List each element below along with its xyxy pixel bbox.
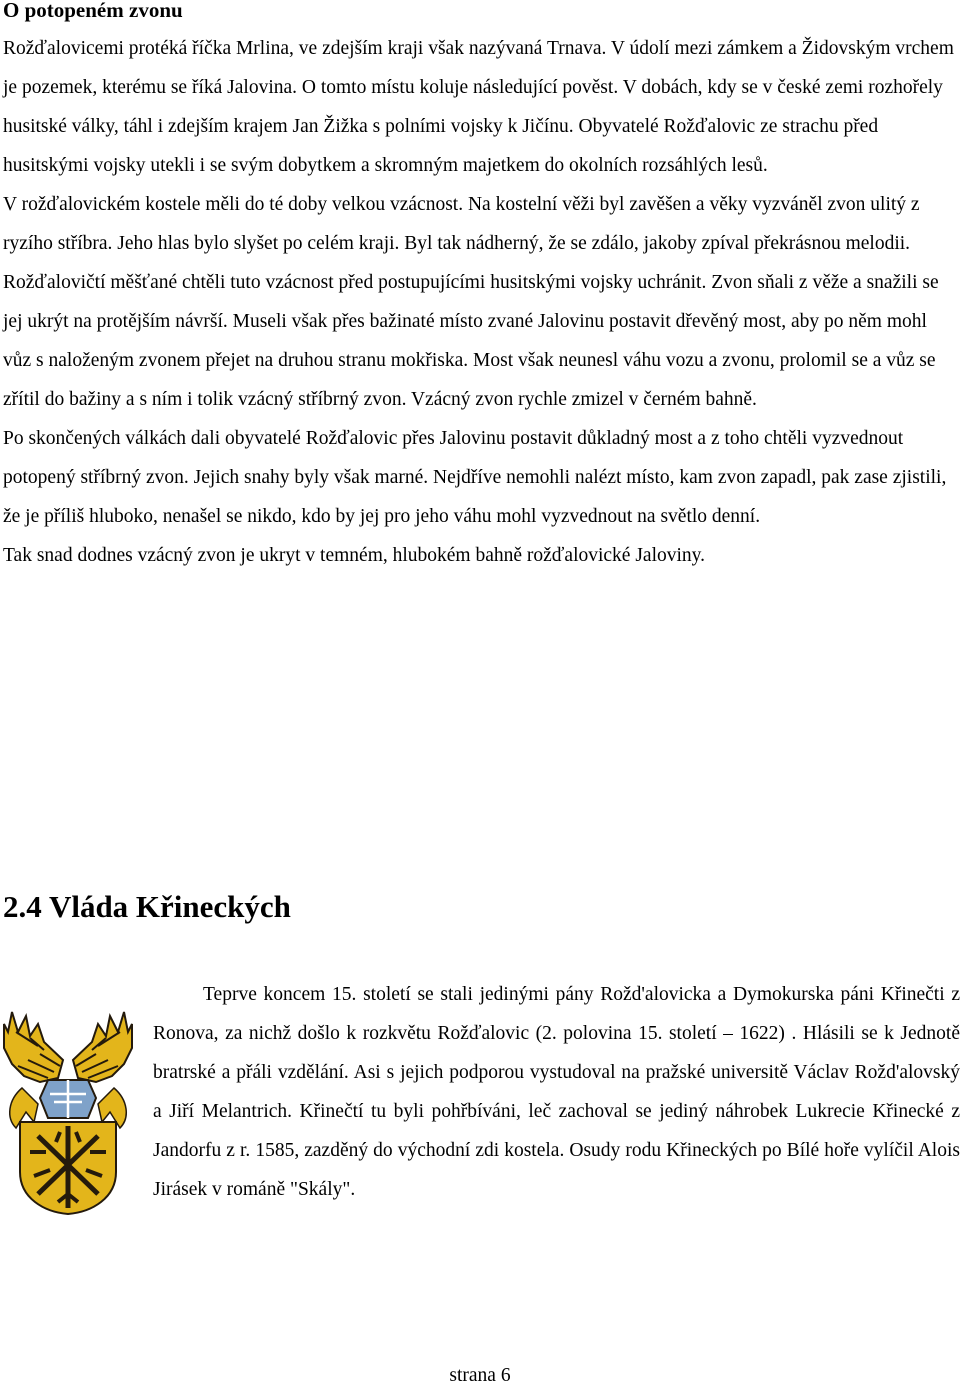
coat-of-arms-icon: [0, 1002, 136, 1216]
story-paragraph: Rožďalovicemi protéká říčka Mrlina, ve zdejším kraji však nazývaná Trnava. V údolí mezi zámkem a Židovským vrchem je pozemek, kterému se říká Jalovina. O tomto místu koluje následující pověst. V dobách, kdy se v české zemi rozhořely husitské války, táhl i zdejším krajem Jan Žižka s polními vojsky k Jičínu. Obyvatelé Rožďalovic ze strachu před husitskými vojsky utekli i se svým dobytkem a skromným majetkem do okolních rozsáhlých lesů.: [3, 38, 954, 176]
section-paragraph: Teprve koncem 15. století se stali jedinými pány Rožd'alovicka a Dymokurska páni Křinečti z Ronova, za nichž došlo k rozkvětu Rožďalovic (2. polovina 15. století – 1622) . Hlásili se k Jednotě bratrské a přáli vzdělání. Asi s jejich podporou vystudoval na pražské universitě Václav Rožd'alovský a Jiří Melantrich. Křinečtí tu byli pohřbíváni, leč zachoval se jediný náhrobek Lukrecie Křinecké z Jandorfu z r. 1585, zazděný do východní zdi kostela. Osudy rodu Křineckých po Bílé hoře vylíčil Alois Jirásek v románě "Skály".: [153, 984, 960, 1200]
story-paragraph: Tak snad dodnes vzácný zvon je ukryt v temném, hlubokém bahně rožďalovické Jaloviny.: [3, 545, 706, 566]
section-title: 2.4 Vláda Křineckých: [3, 889, 291, 924]
section-text: [153, 975, 960, 1209]
story-paragraph: Po skončených válkách dali obyvatelé Rožďalovic přes Jalovinu postavit důkladný most a z toho chtěli vyzvednout potopený stříbrný zvon. Jejich snahy byly však marné. Nejdříve nemohli nalézt místo, kam zvon zapadl, pak zase zjistili, že je příliš hluboko, nenašel se nikdo, kdo by jej pro jeho váhu mohl vyzvednout na světlo denní.: [3, 428, 947, 527]
story-title: O potopeném zvonu: [3, 0, 183, 22]
page-number: strana 6: [449, 1365, 511, 1386]
story-paragraph: V rožďalovickém kostele měli do té doby velkou vzácnost. Na kostelní věži byl zavěšen a věky vyzváněl zvon ulitý z ryzího stříbra. Jeho hlas bylo slyšet po celém kraji. Byl tak nádherný, že se zdálo, jakoby zpíval překrásnou melodii.: [3, 194, 920, 254]
story-body: [3, 29, 955, 575]
story-paragraph: Rožďalovičtí měšťané chtěli tuto vzácnost před postupujícími husitskými vojsky uchránit. Zvon sňali z věže a snažili se jej ukrýt na protějším návrší. Museli však přes bažinaté místo zvané Jalovinu postavit dřevěný most, aby po něm mohl vůz s naloženým zvonem přejet na druhou stranu mokřiska. Most však neunesl váhu vozu a zvonu, prolomil se a vůz se zřítil do bažiny a s ním i tolik vzácný stříbrný zvon. Vzácný zvon rychle zmizel v černém bahně.: [3, 272, 939, 410]
